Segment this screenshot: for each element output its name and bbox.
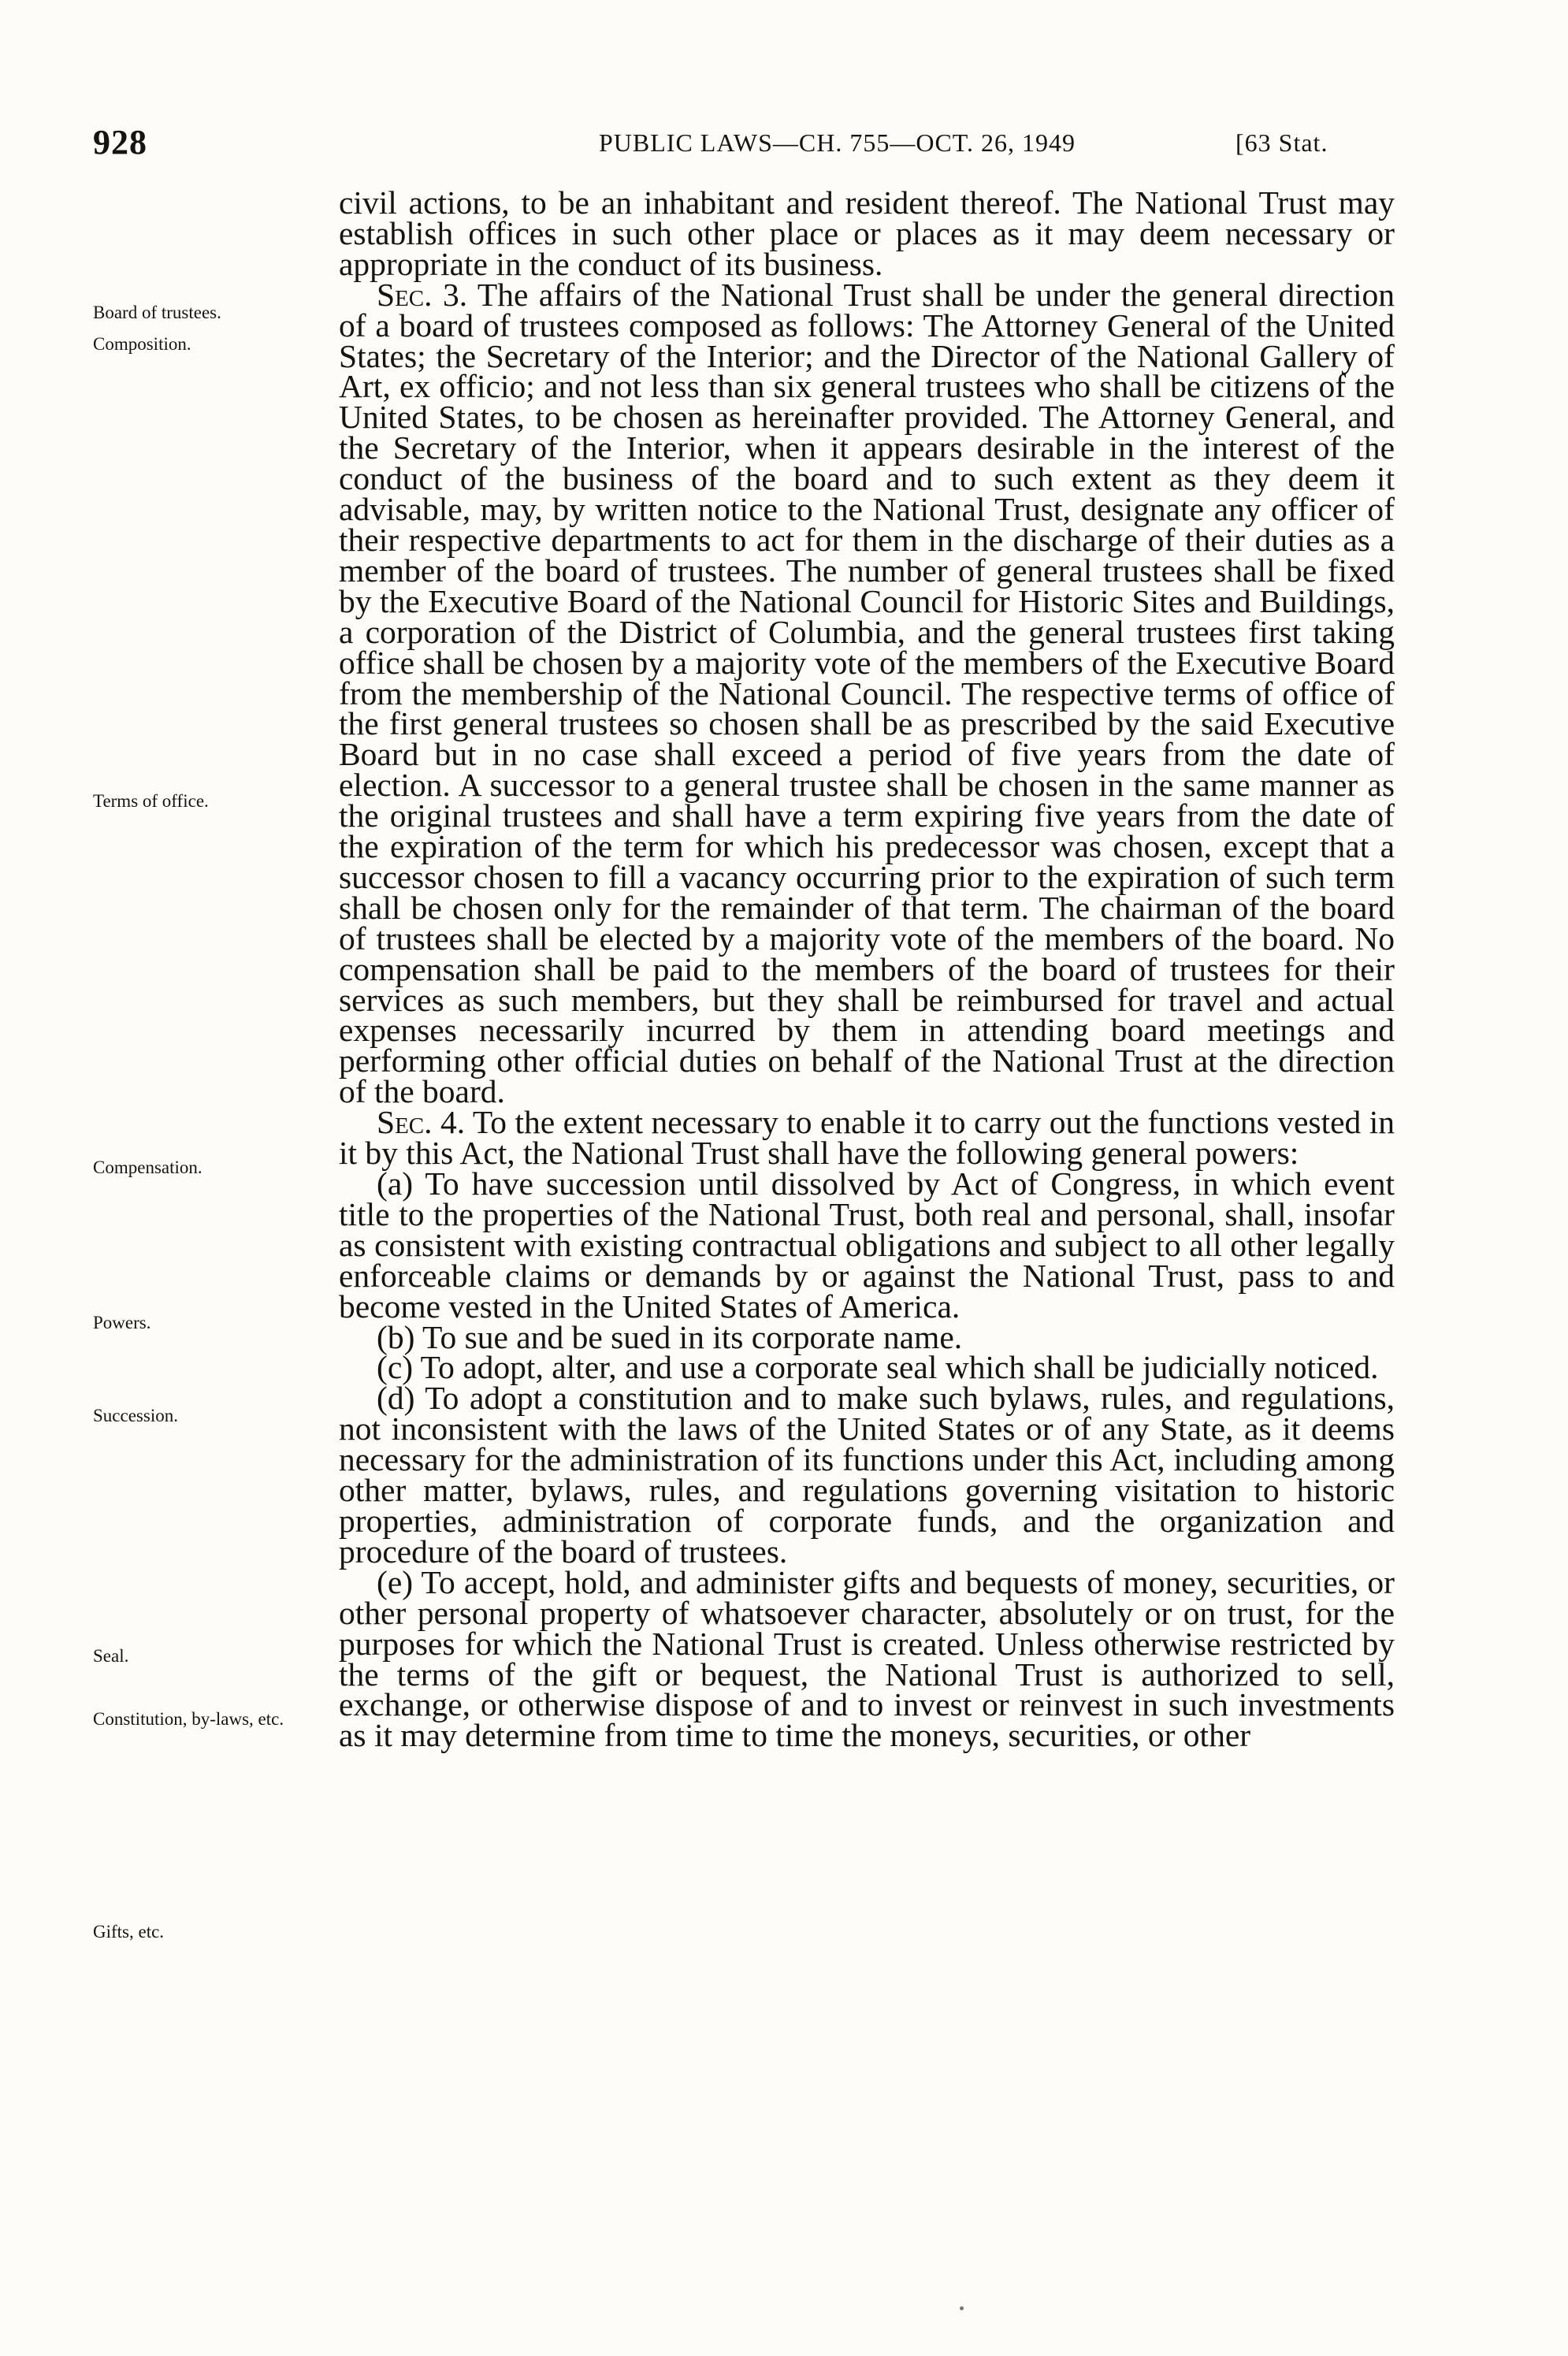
margin-note-gifts: Gifts, etc.: [93, 1922, 165, 1942]
margin-note-powers: Powers.: [93, 1313, 151, 1332]
page-number: 928: [93, 123, 147, 162]
section-3-label: Sec. 3.: [377, 276, 468, 313]
margin-note-seal: Seal.: [93, 1646, 129, 1666]
section-4: [339, 1104, 1395, 1172]
margin-note-compensation: Compensation.: [93, 1158, 203, 1177]
clause-a-succession: (a) To have succession until dissolved by Act of Congress, in which event title to the properties of the National Trust, both real and personal, shall, insofar as consistent with existing contractual obligations and subject to all other legally enforceable claims or demands by or against the National Trust, pass to and become vested in the United States of America.: [339, 1165, 1395, 1325]
margin-note-board-of-trustees: Board of trustees.: [93, 303, 221, 322]
section-3-text: The affairs of the National Trust shall be under the general direction of a board of trustees composed as follows: The Attorney General of the United States; the Secretary of the Interior; and the Director of the National Gallery of Art, ex officio; and not less than six general trustees who shall be citizens of the United States, to be chosen as hereinafter provided. The Attorney General, and the Secretary of the Interior, when it appears desirable in the interest of the conduct of the business of the board and to such extent as they deem it advisable, may, by written notice to the National Trust, designate any officer of their respective departments to act for them in the discharge of their duties as a member of the board of trustees. The number of general trustees shall be fixed by the Executive Board of the National Council for Historic Sites and Buildings, a corporation of the District of Columbia, and the general trustees first taking office shall be chosen by a majority vote of the members of the Executive Board from the membership of the National Council. The respective terms of office of the first general trustees so chosen shall be as prescribed by the said Executive Board but in no case shall exceed a period of five years from the date of election. A successor to a general trustee shall be chosen in the same manner as the original trustees and shall have a term expiring five years from the date of the expiration of the term for which his predecessor was chosen, except that a successor chosen to fill a vacancy occurring prior to the expiration of such term shall be chosen only for the remainder of that term. The chairman of the board of trustees shall be elected by a majority vote of the members of the board. No compensation shall be paid to the members of the board of trustees for their services as such members, but they shall be reimbursed for travel and actual expenses necessarily incurred by them in attending board meetings and performing other official duties on behalf of the National Trust at the direction of the board.: [339, 276, 1395, 1110]
margin-note-succession: Succession.: [93, 1406, 178, 1425]
section-3: [339, 276, 1395, 1110]
margin-note-terms-of-office: Terms of office.: [93, 791, 209, 811]
margin-notes: [0, 0, 331, 2356]
clause-b-sue: (b) To sue and be sued in its corporate name.: [377, 1318, 963, 1355]
clause-e-gifts: (e) To accept, hold, and administer gifts and bequests of money, securities, or other personal property of whatsoever character, absolutely or on trust, for the purposes for which the National Trust is created. Unless otherwise restricted by the terms of the gift or bequest, the National Trust is authorized to sell, exchange, or otherwise dispose of and to invest or reinvest in such investments as it may determine from time to time the moneys, securities, or other: [339, 1563, 1395, 1754]
statute-body: [339, 184, 1395, 1754]
running-head: PUBLIC LAWS—CH. 755—OCT. 26, 1949: [599, 128, 1076, 157]
clause-d-constitution: (d) To adopt a constitution and to make such bylaws, rules, and regulations, not inconsistent with the laws of the United States or of any State, as it deems necessary for the administration of its functions under this Act, including among other matter, bylaws, rules, and regulations governing visitation to historic properties, administration of corporate funds, and the organization and procedure of the board of trustees.: [339, 1380, 1395, 1570]
clause-c-seal: (c) To adopt, alter, and use a corporate seal which shall be judicially noticed.: [377, 1349, 1379, 1386]
margin-note-constitution-bylaws: Constitution, by-laws, etc.: [93, 1709, 284, 1729]
statute-reference: [63 Stat.: [1235, 128, 1328, 157]
page-mark-dot: [960, 2306, 964, 2310]
section-4-text: To the extent necessary to enable it to carry out the functions vested in it by this Act, the National Trust shall have the following general powers:: [339, 1104, 1395, 1172]
margin-note-composition: Composition.: [93, 334, 191, 354]
paragraph-continuation: civil actions, to be an inhabitant and resident thereof. The National Trust may establish offices in such other place or places as it may deem necessary or appropriate in the conduct of its business.: [339, 184, 1395, 282]
section-4-label: Sec. 4.: [377, 1104, 466, 1141]
